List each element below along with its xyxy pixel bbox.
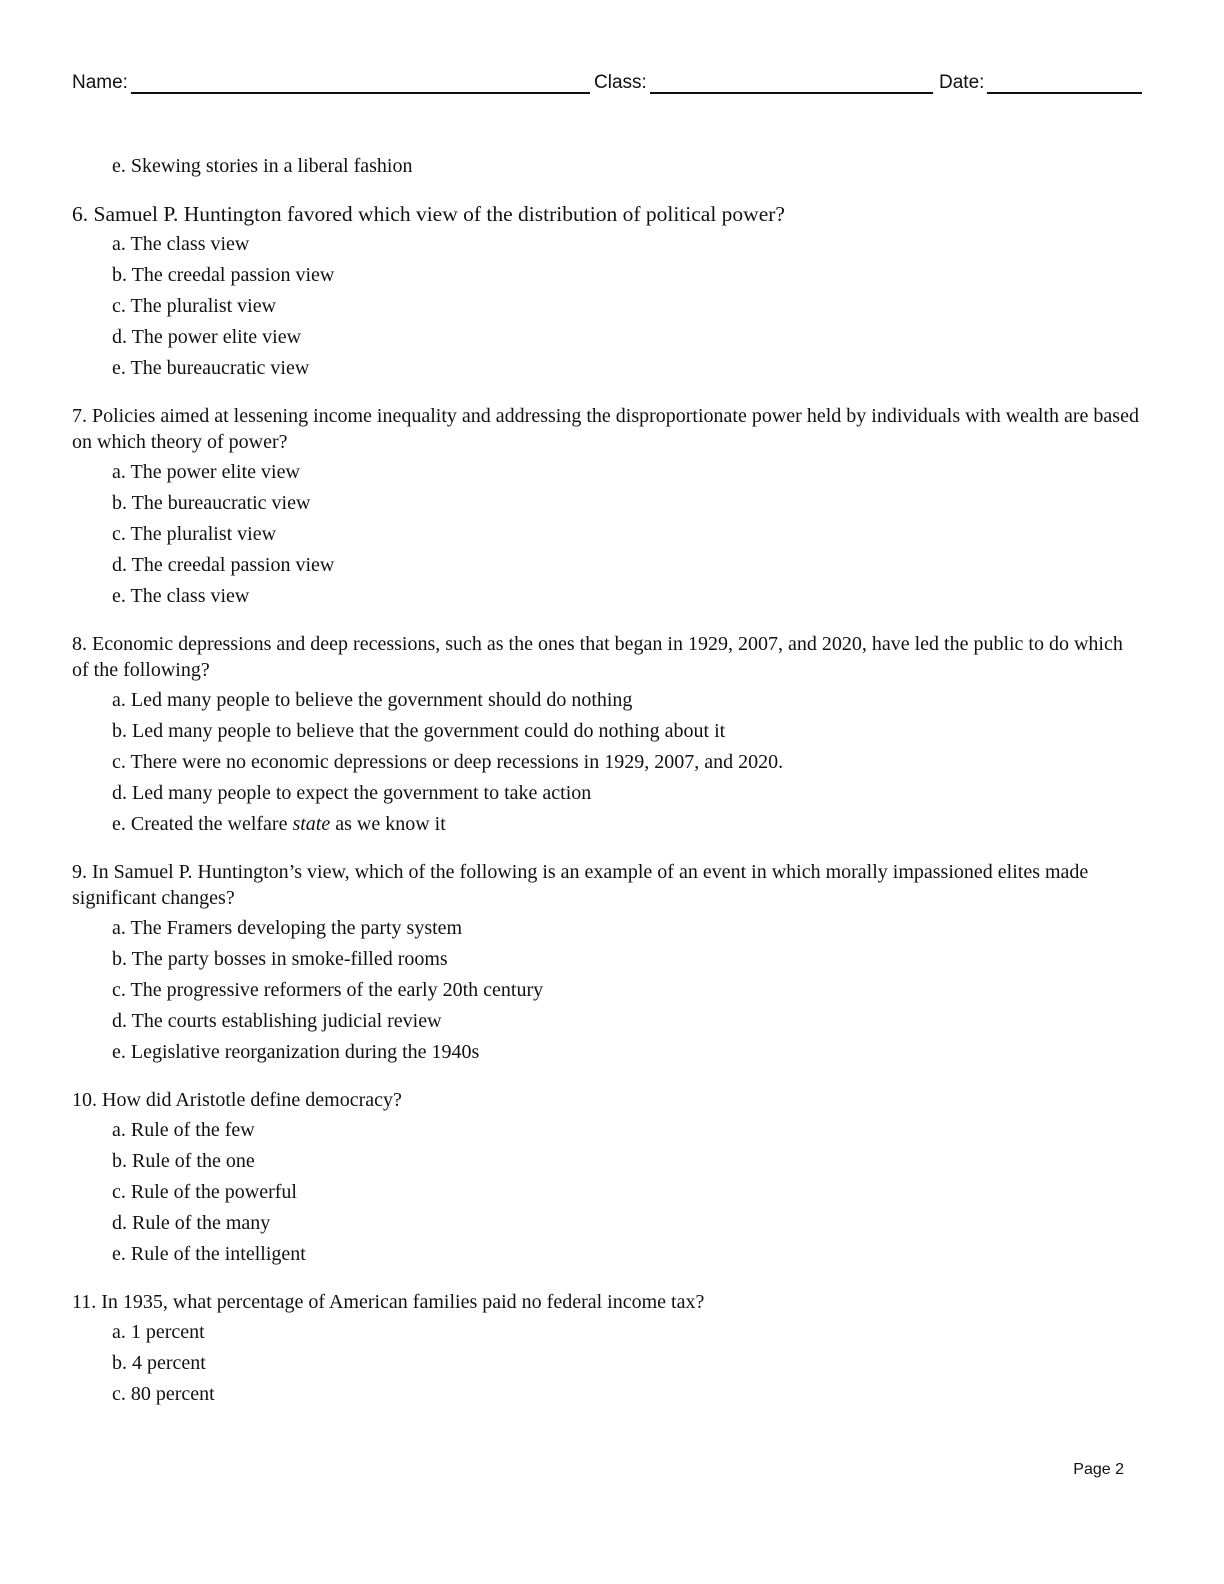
answer-options bbox=[72, 913, 1142, 1068]
answer-options bbox=[72, 685, 1142, 840]
option-text: e. Created the welfare bbox=[112, 813, 293, 835]
answer-option: a. 1 percent bbox=[112, 1321, 205, 1343]
page-number: Page 2 bbox=[1073, 1461, 1124, 1478]
question-text: 10. How did Aristotle define democracy? bbox=[72, 1089, 402, 1111]
answer-option: c. Rule of the powerful bbox=[112, 1181, 297, 1203]
answer-option: b. Rule of the one bbox=[112, 1150, 255, 1172]
answer-options bbox=[72, 457, 1142, 612]
answer-option: d. The creedal passion view bbox=[112, 554, 335, 576]
answer-option: e. Skewing stories in a liberal fashion bbox=[112, 155, 413, 177]
answer-option: b. Led many people to believe that the government could do nothing about it bbox=[112, 720, 726, 742]
answer-option: c. 80 percent bbox=[112, 1383, 215, 1405]
name-label: Name: bbox=[72, 72, 128, 93]
date-blank-line bbox=[987, 92, 1142, 94]
option-text: as we know it bbox=[330, 813, 446, 835]
question-text: 8. Economic depressions and deep recessions, such as the ones that began in 1929, 2007, and 2020, have led the public to do which of the following? bbox=[72, 633, 1123, 681]
class-blank-line bbox=[650, 92, 933, 94]
option-italic-text: state bbox=[292, 813, 331, 835]
answer-option: a. Led many people to believe the government should do nothing bbox=[112, 689, 633, 711]
answer-option: d. Led many people to expect the government to take action bbox=[112, 782, 592, 804]
answer-option: e. The bureaucratic view bbox=[112, 357, 310, 379]
answer-option: b. 4 percent bbox=[112, 1352, 206, 1374]
student-info-header bbox=[72, 72, 1144, 98]
answer-option: a. The power elite view bbox=[112, 461, 300, 483]
answer-option: d. Rule of the many bbox=[112, 1212, 271, 1234]
question-10 bbox=[72, 1087, 1142, 1270]
answer-option: c. There were no economic depressions or deep recessions in 1929, 2007, and 2020. bbox=[112, 751, 784, 773]
answer-option: a. Rule of the few bbox=[112, 1119, 255, 1141]
question-11 bbox=[72, 1289, 1142, 1410]
question-6 bbox=[72, 201, 1142, 384]
answer-option: e. Legislative reorganization during the 1940s bbox=[112, 1041, 480, 1063]
question-5-continued bbox=[72, 151, 1142, 182]
class-label: Class: bbox=[594, 72, 647, 93]
answer-option: c. The pluralist view bbox=[112, 295, 277, 317]
answer-option: a. The Framers developing the party system bbox=[112, 917, 463, 939]
question-text: 7. Policies aimed at lessening income inequality and addressing the disproportionate power held by individuals with wealth are based on which theory of power? bbox=[72, 405, 1139, 453]
answer-option: d. The courts establishing judicial review bbox=[112, 1010, 442, 1032]
answer-options bbox=[72, 1115, 1142, 1270]
answer-option: a. The class view bbox=[112, 233, 250, 255]
answer-option: e. Rule of the intelligent bbox=[112, 1243, 306, 1265]
date-label: Date: bbox=[939, 72, 985, 93]
answer-option bbox=[112, 809, 1142, 840]
answer-option: c. The pluralist view bbox=[112, 523, 277, 545]
question-7 bbox=[72, 403, 1142, 612]
answer-option: b. The creedal passion view bbox=[112, 264, 335, 286]
question-list bbox=[72, 151, 1142, 1429]
answer-options bbox=[72, 229, 1142, 384]
answer-option: d. The power elite view bbox=[112, 326, 302, 348]
answer-option: c. The progressive reformers of the early 20th century bbox=[112, 979, 544, 1001]
question-text: 11. In 1935, what percentage of American families paid no federal income tax? bbox=[72, 1291, 705, 1313]
question-text: 9. In Samuel P. Huntington’s view, which of the following is an example of an event in which morally impassioned elites made significant changes? bbox=[72, 861, 1089, 909]
answer-options bbox=[72, 1317, 1142, 1410]
name-blank-line bbox=[131, 92, 590, 94]
question-9 bbox=[72, 859, 1142, 1068]
question-8 bbox=[72, 631, 1142, 840]
answer-option: b. The bureaucratic view bbox=[112, 492, 311, 514]
answer-option: e. The class view bbox=[112, 585, 250, 607]
question-text: 6. Samuel P. Huntington favored which view of the distribution of political power? bbox=[72, 202, 785, 226]
answer-option: b. The party bosses in smoke-filled rooms bbox=[112, 948, 448, 970]
